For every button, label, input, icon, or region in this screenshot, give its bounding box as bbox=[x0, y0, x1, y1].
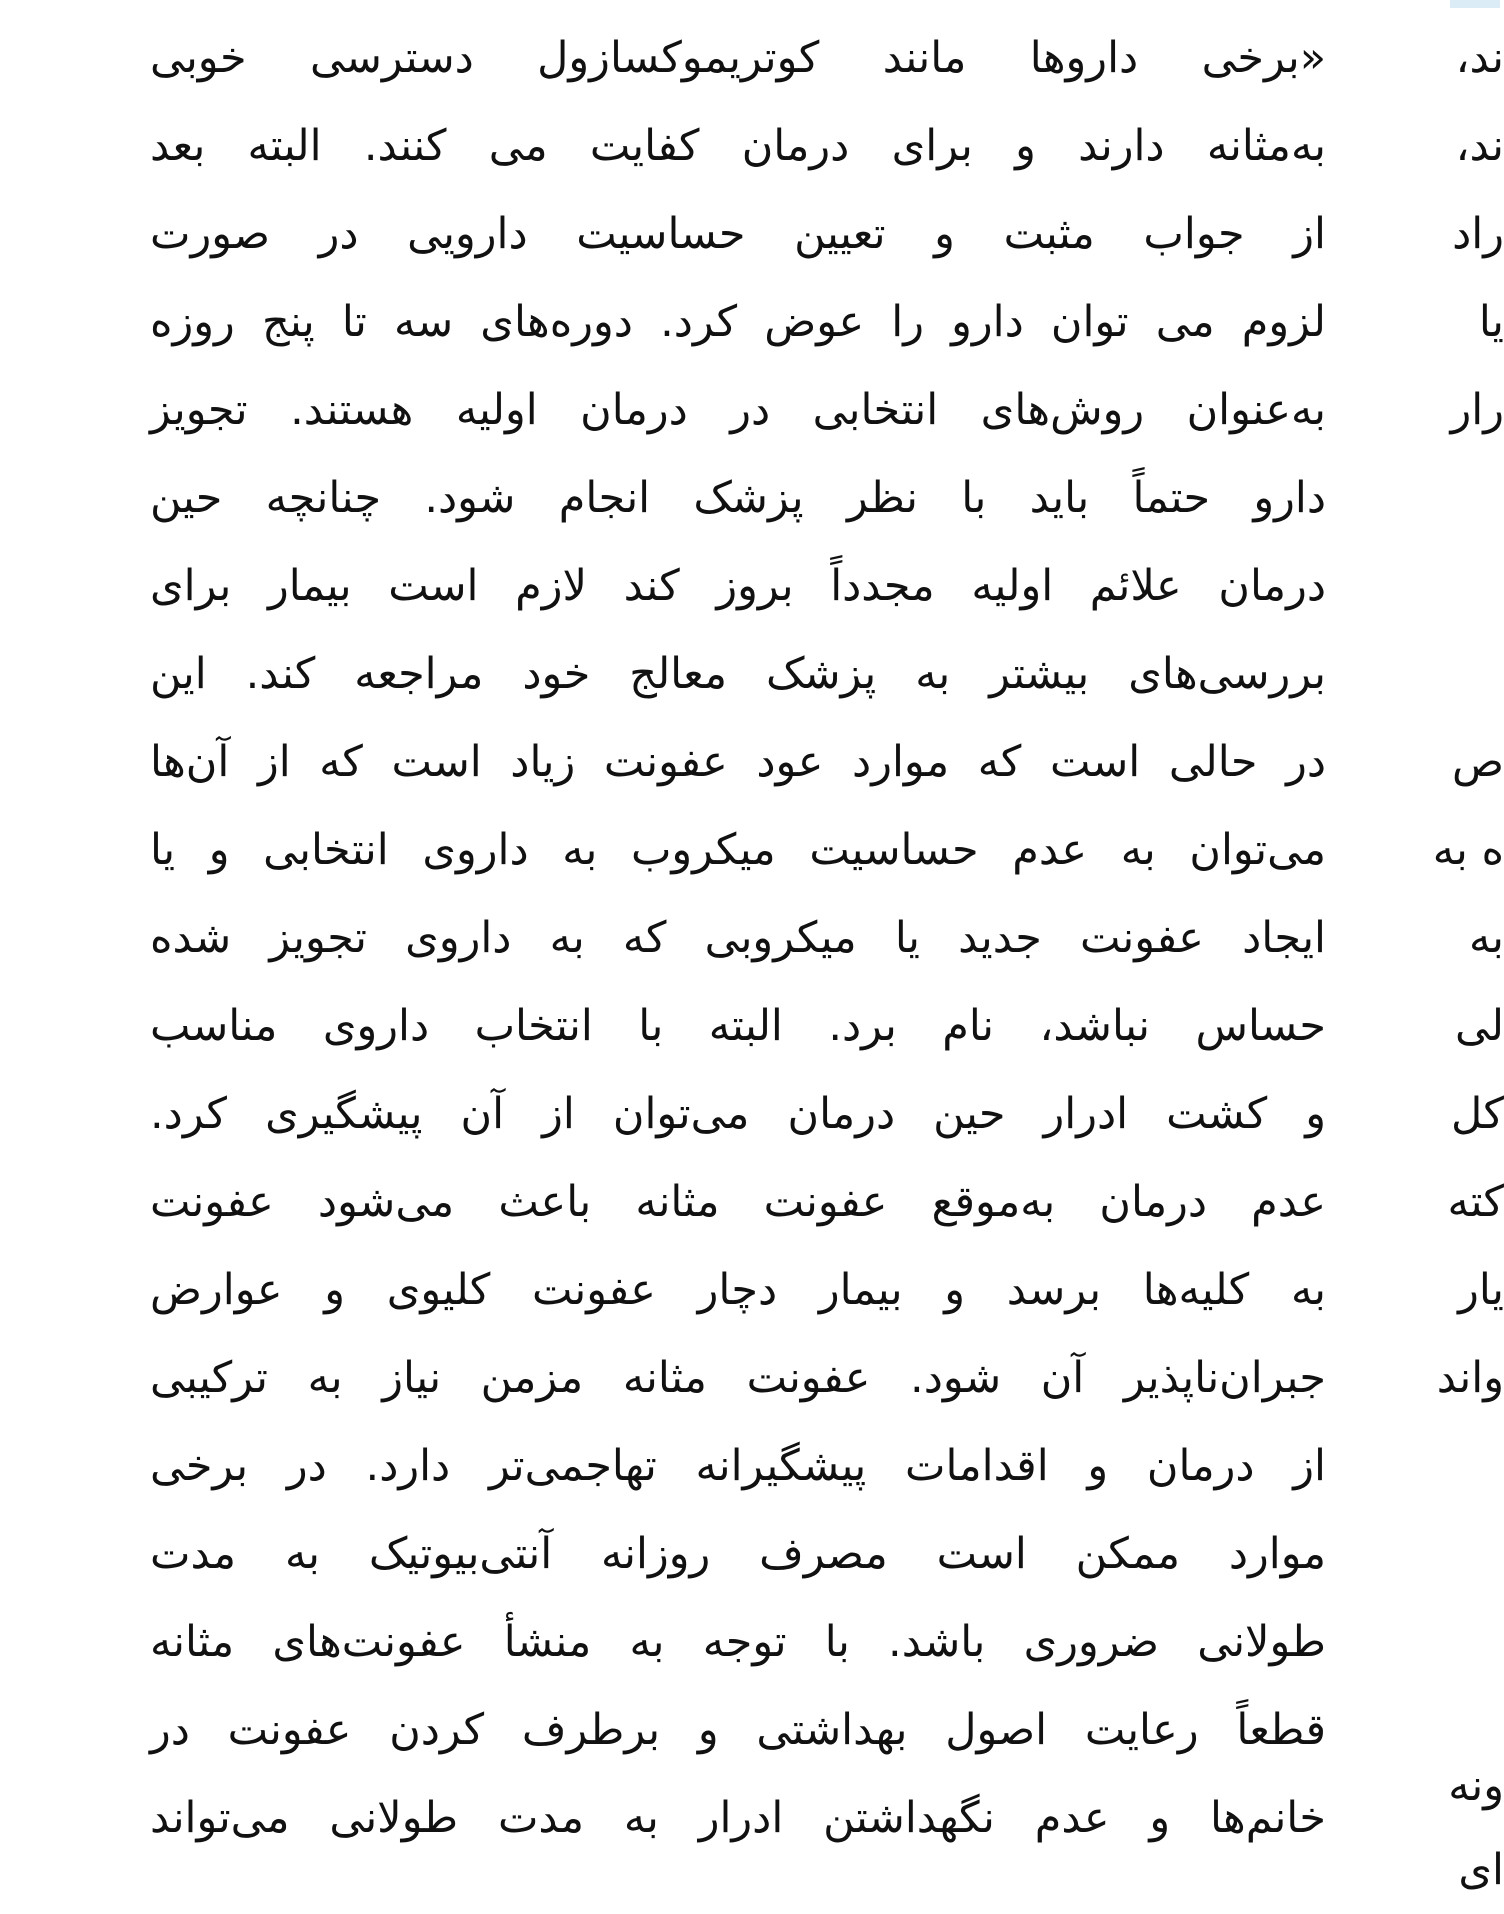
adjacent-column-clipped bbox=[1432, 0, 1504, 1912]
text-line: و کشت ادرار حین درمان می‌توان از آن پیشگیری کرد. bbox=[150, 1089, 1326, 1139]
text-line: لزوم می توان دارو را عوض کرد. دوره‌های سه تا پنج روزه bbox=[150, 297, 1326, 347]
side-text-fragment: ونه bbox=[1448, 1761, 1504, 1811]
side-text-fragment: راد bbox=[1452, 209, 1504, 259]
text-line: بررسی‌های بیشتر به پزشک معالج خود مراجعه کند. این bbox=[150, 649, 1326, 699]
text-line: خانم‌ها و عدم نگهداشتن ادرار به مدت طولانی می‌تواند bbox=[150, 1793, 1326, 1843]
side-text-fragment: ند، bbox=[1455, 33, 1504, 83]
side-text-fragment: یار bbox=[1458, 1265, 1504, 1315]
text-line: از جواب مثبت و تعیین حساسیت دارویی در صورت bbox=[150, 209, 1326, 259]
text-line: درمان علائم اولیه مجدداً بروز کند لازم است بیمار برای bbox=[150, 561, 1326, 611]
text-line: جبران‌ناپذیر آن شود. عفونت مثانه مزمن نیاز به ترکیبی bbox=[150, 1353, 1326, 1403]
text-line: «برخی داروها مانند کوتریموکسازول دسترسی خوبی bbox=[150, 33, 1326, 83]
text-line: موارد ممکن است مصرف روزانه آنتی‌بیوتیک به مدت bbox=[150, 1529, 1326, 1579]
side-text-fragment: به bbox=[1468, 913, 1504, 963]
text-line: از درمان و اقدامات پیشگیرانه تهاجمی‌تر دارد. در برخی bbox=[150, 1441, 1326, 1491]
side-text-fragment: ند، bbox=[1455, 121, 1504, 171]
text-line: به‌مثانه دارند و برای درمان کفایت می کنند. البته بعد bbox=[150, 121, 1326, 171]
side-text-fragment: کته bbox=[1447, 1177, 1504, 1227]
side-text-fragment: ه به bbox=[1432, 825, 1504, 875]
text-line: ایجاد عفونت جدید یا میکروبی که به داروی تجویز شده bbox=[150, 913, 1326, 963]
side-text-fragment: رار bbox=[1450, 385, 1504, 435]
text-line: می‌توان به عدم حساسیت میکروب به داروی انتخابی و یا bbox=[150, 825, 1326, 875]
text-line: به‌عنوان روش‌های انتخابی در درمان اولیه هستند. تجویز bbox=[150, 385, 1326, 435]
text-line: طولانی ضروری باشد. با توجه به منشأ عفونت‌های مثانه bbox=[150, 1617, 1326, 1667]
text-line: در حالی است که موارد عود عفونت زیاد است که از آن‌ها bbox=[150, 737, 1326, 787]
text-line: دارو حتماً باید با نظر پزشک انجام شود. چنانچه حین bbox=[150, 473, 1326, 523]
text-line: حساس نباشد، نام برد. البته با انتخاب داروی مناسب bbox=[150, 1001, 1326, 1051]
side-text-fragment: ای bbox=[1458, 1845, 1504, 1895]
side-text-fragment: یا bbox=[1478, 297, 1504, 347]
text-line: عدم درمان به‌موقع عفونت مثانه باعث می‌شود عفونت bbox=[150, 1177, 1326, 1227]
side-text-fragment: کل bbox=[1450, 1089, 1504, 1139]
side-text-fragment: ص bbox=[1452, 737, 1504, 787]
side-text-fragment: واند bbox=[1436, 1353, 1504, 1403]
side-text-fragment: لی bbox=[1455, 1001, 1504, 1051]
text-line: قطعاً رعایت اصول بهداشتی و برطرف کردن عفونت در bbox=[150, 1705, 1326, 1755]
text-line: به کلیه‌ها برسد و بیمار دچار عفونت کلیوی و عوارض bbox=[150, 1265, 1326, 1315]
article-main-column bbox=[150, 14, 1326, 1862]
